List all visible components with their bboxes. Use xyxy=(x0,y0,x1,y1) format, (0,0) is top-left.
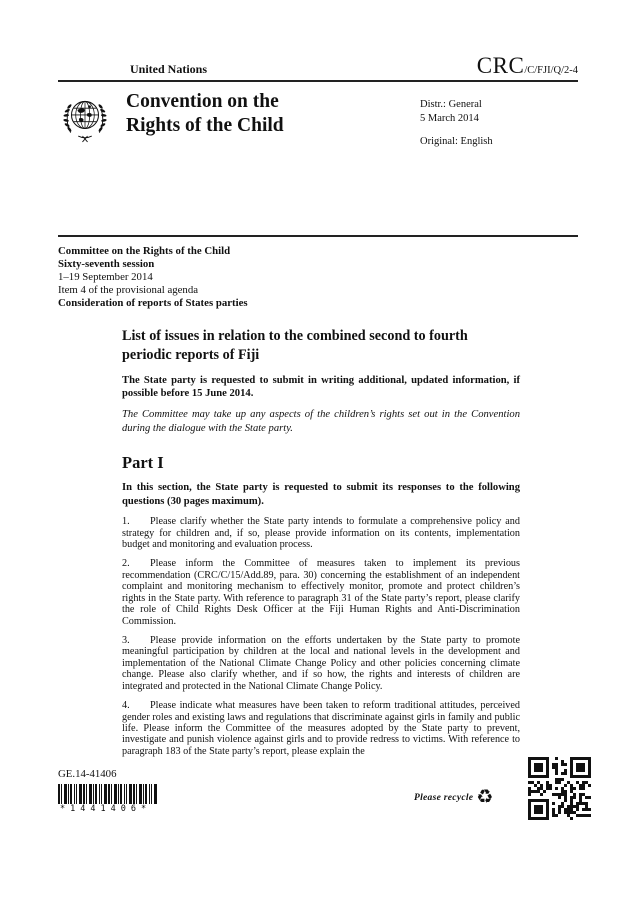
session-dates: 1–19 September 2014 xyxy=(58,270,153,283)
distribution-block xyxy=(420,90,578,149)
numbered-paragraph-2 xyxy=(122,558,520,627)
note-paragraph: The Committee may take up any aspects of the children’s rights set out in the Convention during the dialogue with the State party. xyxy=(122,409,520,434)
distr-date: 5 March 2014 xyxy=(420,112,479,124)
header-main xyxy=(58,90,578,149)
un-emblem-icon xyxy=(58,92,112,148)
barcode-digits: *1441406* xyxy=(60,804,152,814)
request-paragraph: The State party is requested to submit in writing additional, updated information, if possible before 15 June 2014. xyxy=(122,374,520,400)
recycle-icon: ♻ xyxy=(476,786,494,808)
numbered-paragraph-3 xyxy=(122,635,520,692)
paragraph-text: Please indicate what measures have been taken to reform traditional attitudes, perceived gender roles and existing laws and regulations that discriminate against girls in family and public life. Please inform the Committee of the measures adopted by the State party to prevent, investigate and punish violence against girls and to provide redress to victims. With reference to paragraph 183 of the State party’s report, please explain the xyxy=(122,700,520,757)
treaty-title-line2: Rights of the Child xyxy=(126,114,284,136)
qr-code xyxy=(528,757,591,820)
numbered-paragraph-1 xyxy=(122,516,520,550)
treaty-title-line1: Convention on the xyxy=(126,91,279,112)
agenda-item: Item 4 of the provisional agenda xyxy=(58,284,199,297)
header-rule xyxy=(58,80,578,82)
part-heading: Part I xyxy=(122,453,164,473)
document-symbol-main: CRC xyxy=(476,53,525,78)
header-top xyxy=(58,54,578,77)
recycle-label: Please recycle xyxy=(414,792,474,803)
paragraph-text: Please inform the Committee of measures taken to implement its previous recommendation (CRC/C/15/Add.89, para. 30) concerning the establishment of an independent complaint and monitoring mechanism to effectively monitor, promote and protect children’s rights in the State party. With reference to paragraph 31 of the State party’s report, please clarify the role of Child Rights Desk Officer at the Fiji Human Rights and Anti-Discrimination Commission. xyxy=(122,558,520,627)
committee-name: Committee on the Rights of the Child xyxy=(58,244,231,257)
section-rule xyxy=(58,235,578,237)
paragraph-number: 3. xyxy=(122,634,130,646)
paragraph-text: Please clarify whether the State party intends to formulate a comprehensive policy and strategy for children and, if so, please provide information on its contents, implementation budget and monitoring and evaluation process. xyxy=(122,516,520,551)
barcode xyxy=(58,784,162,804)
paragraph-number: 4. xyxy=(122,700,130,712)
body-column xyxy=(122,327,520,757)
document-title: List of issues in relation to the combined second to fourth periodic reports of Fiji xyxy=(122,328,468,364)
document-symbol-suffix: /C/FJI/Q/2-4 xyxy=(524,65,578,76)
original-language: Original: English xyxy=(420,135,493,147)
agenda-title: Consideration of reports of States parties xyxy=(58,297,248,310)
session-name: Sixty-seventh session xyxy=(58,257,155,270)
numbered-paragraph-4 xyxy=(122,700,520,757)
session-block xyxy=(58,245,578,311)
treaty-title xyxy=(126,90,364,149)
paragraph-number: 2. xyxy=(122,558,130,570)
org-name: United Nations xyxy=(130,62,208,76)
distr-type: Distr.: General xyxy=(420,99,482,110)
document-symbol xyxy=(477,54,578,77)
ge-document-number: GE.14-41406 xyxy=(58,768,117,780)
part-intro: In this section, the State party is requested to submit its responses to the following questions (30 pages maximum). xyxy=(122,482,520,507)
paragraph-number: 1. xyxy=(122,516,130,528)
recycle-notice xyxy=(414,788,493,807)
paragraph-text: Please provide information on the efforts undertaken by the State party to promote meaningful participation by children at the local and national levels in the development and implementation of the National Climate Change Policy and other policies concerning climate change. Please also clarify whether, and if so how, the rights and interests of children are integrated and protected in the National Climate Change Policy. xyxy=(122,634,520,692)
